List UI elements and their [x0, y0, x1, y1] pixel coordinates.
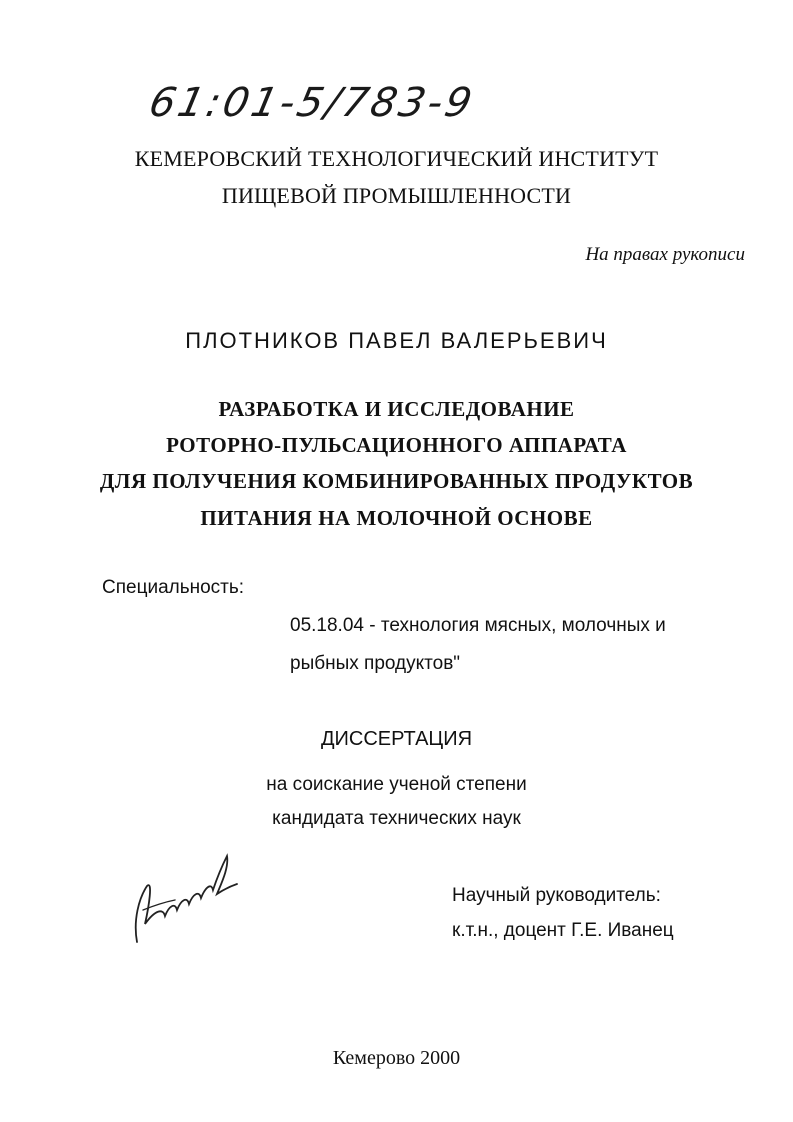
supervisor-name: к.т.н., доцент Г.Е. Иванец	[452, 920, 674, 941]
specialty-code: 05.18.04 - технология мясных, молочных и	[290, 615, 666, 636]
author-signature	[125, 850, 245, 950]
degree-line2: кандидата технических наук	[272, 808, 521, 829]
title-line-4: ПИТАНИЯ НА МОЛОЧНОЙ ОСНОВЕ	[200, 506, 593, 530]
degree-line1: на соискание ученой степени	[266, 774, 527, 795]
title-line-1: РАЗРАБОТКА И ИССЛЕДОВАНИЕ	[218, 397, 575, 421]
rights-note: На правах рукописи	[585, 244, 745, 265]
document-type: ДИССЕРТАЦИЯ	[320, 728, 473, 750]
place-year: Кемерово 2000	[332, 1047, 461, 1069]
supervisor-label: Научный руководитель:	[452, 885, 661, 906]
title-line-2: РОТОРНО-ПУЛЬСАЦИОННОГО АППАРАТА	[166, 433, 627, 457]
handwritten-catalog-number: 61:01-5/783-9	[145, 80, 479, 126]
specialty-name: рыбных продуктов"	[290, 653, 461, 674]
institute-name-line2: ПИЩЕВОЙ ПРОМЫШЛЕННОСТИ	[221, 183, 572, 208]
specialty-label: Специальность:	[102, 577, 245, 598]
title-line-3: ДЛЯ ПОЛУЧЕНИЯ КОМБИНИРОВАННЫХ ПРОДУКТОВ	[99, 469, 694, 493]
institute-name-line1: КЕМЕРОВСКИЙ ТЕХНОЛОГИЧЕСКИЙ ИНСТИТУТ	[134, 146, 659, 171]
author-name: ПЛОТНИКОВ ПАВЕЛ ВАЛЕРЬЕВИЧ	[185, 328, 608, 353]
